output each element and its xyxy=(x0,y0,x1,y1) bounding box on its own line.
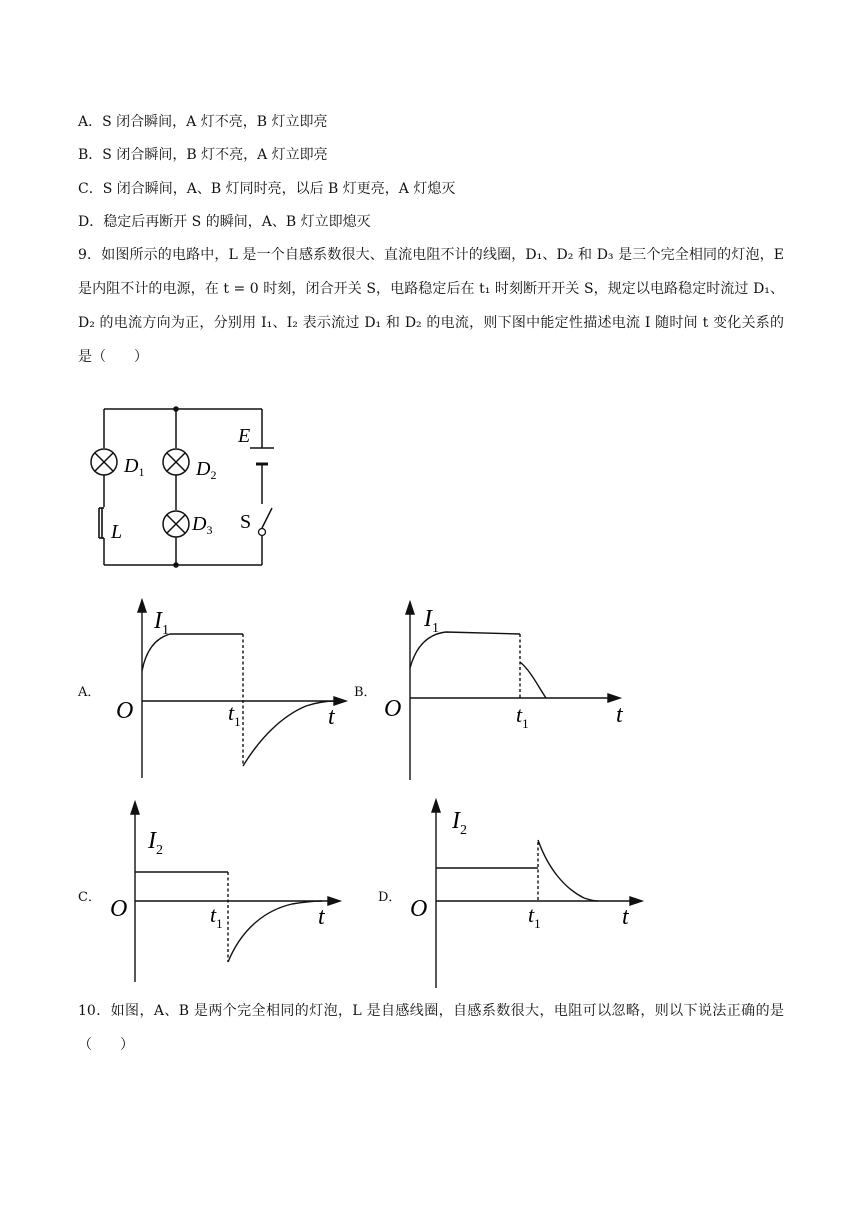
svg-text:I2: $I_2$ xyxy=(148,828,163,858)
option-d: D．稳定后再断开 S 的瞬间，A、B 灯立即熄灭 xyxy=(78,214,371,230)
svg-text:O: O xyxy=(410,896,428,922)
svg-text:O: O xyxy=(110,896,128,922)
label-s: S xyxy=(240,511,252,533)
option-c: C．S 闭合瞬间，A、B 灯同时亮，以后 B 灯更亮，A 灯熄灭 xyxy=(78,181,456,197)
label-d2: $D_2$ xyxy=(196,458,217,482)
battery-symbol xyxy=(250,448,274,464)
junction-bottom xyxy=(173,562,179,568)
svg-text:t1: $t_1$ xyxy=(516,702,529,731)
option-b: B．S 闭合瞬间，B 灯不亮，A 灯立即亮 xyxy=(78,147,328,163)
graph-d xyxy=(408,798,658,990)
svg-text:t1: $t_1$ xyxy=(228,700,241,729)
label-e: E xyxy=(238,425,251,447)
graph-c-label: C． xyxy=(78,890,101,905)
switch-contact xyxy=(259,529,266,536)
label-l: L xyxy=(111,521,123,543)
svg-text:O: O xyxy=(384,696,402,722)
label-d1: $D_1$ xyxy=(124,455,145,479)
question-10-text: 10．如图，A、B 是两个完全相同的灯泡，L 是自感线圈，自感系数很大，电阻可以忽略，则以下说法正确的是（ ） xyxy=(78,1003,784,1053)
svg-text:t1: $t_1$ xyxy=(528,902,541,931)
label-d3: $D_3$ xyxy=(192,513,213,537)
svg-text:t: t xyxy=(328,704,335,730)
question-9-text: 9．如图所示的电路中，L 是一个自感系数很大、直流电阻不计的线圈，D₁、D₂ 和 D₃ 是三个完全相同的灯泡，E 是内阻不计的电源，在 t = 0 时刻，闭合开关 S，电路稳定后在 t₁ 时刻断开开关 S，规定以电路稳定时流过 D₁、D₂ 的电流方向为正，分别用 I₁、I₂ 表示流过 D₁ 和 D₂ 的电流，则下图中能定性描述电流 I 随时间 t 变化关系的是（ ） xyxy=(78,247,784,365)
circuit-diagram xyxy=(80,400,280,575)
graph-a xyxy=(110,598,360,788)
inductor-coil xyxy=(99,508,104,538)
svg-text:t: t xyxy=(622,904,629,930)
svg-text:t: t xyxy=(318,904,325,930)
junction-top xyxy=(173,406,179,412)
svg-text:t: t xyxy=(616,702,623,728)
graph-d-label: D． xyxy=(378,890,402,905)
graph-a-label: A． xyxy=(78,685,101,700)
svg-text:I1: $I_1$ xyxy=(424,606,439,636)
graph-b xyxy=(380,598,640,788)
graph-c xyxy=(110,800,360,985)
svg-text:I1: $I_1$ xyxy=(154,608,169,638)
svg-text:t1: $t_1$ xyxy=(210,902,223,931)
svg-text:O: O xyxy=(116,698,134,724)
graph-b-label: B． xyxy=(354,685,377,700)
option-a: A．S 闭合瞬间，A 灯不亮，B 灯立即亮 xyxy=(78,114,328,130)
svg-text:I2: $I_2$ xyxy=(452,808,467,838)
